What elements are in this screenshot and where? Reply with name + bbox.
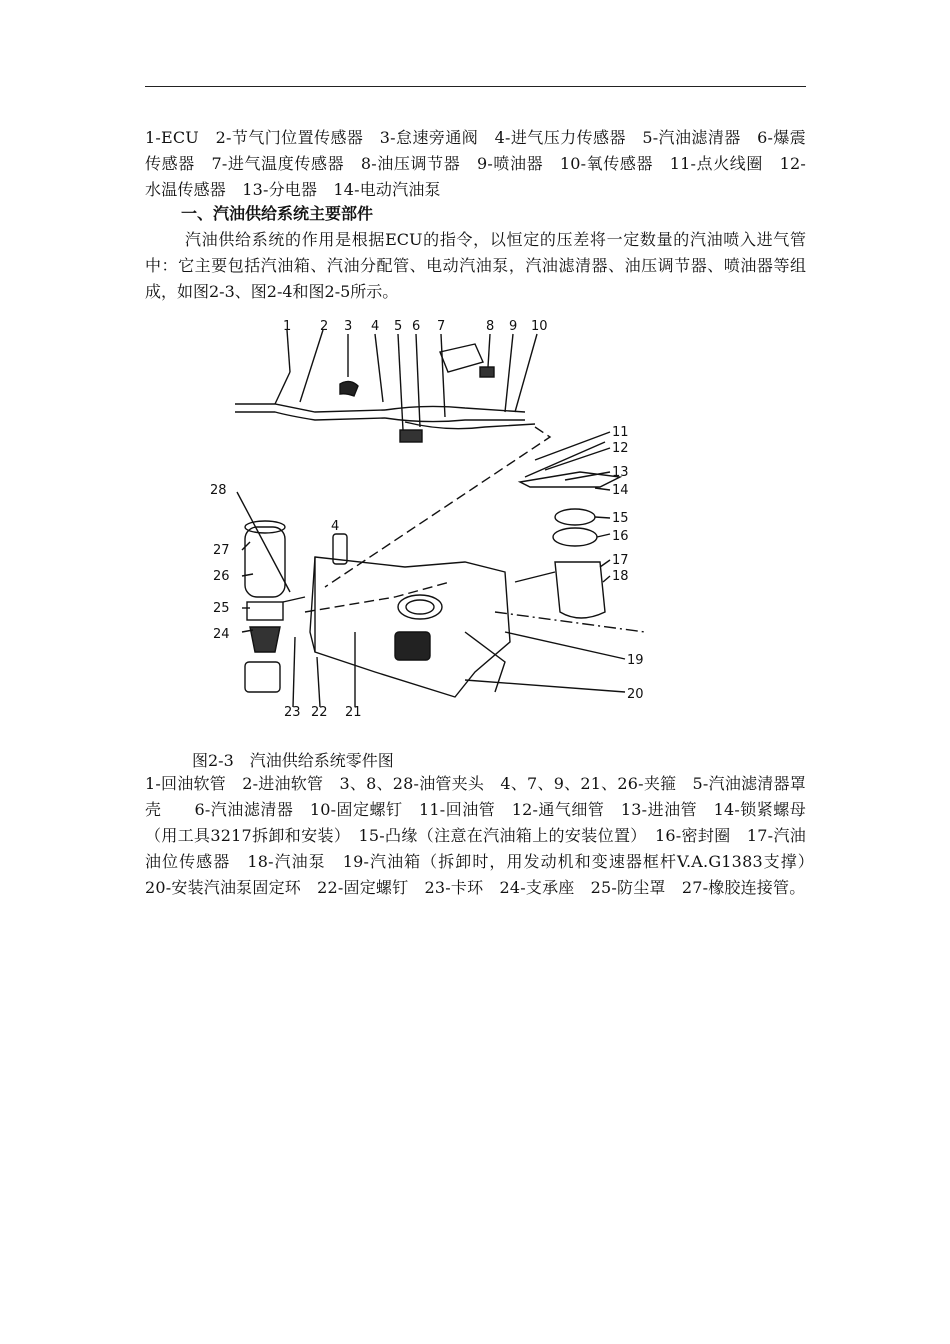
svg-text:5: 5	[394, 319, 403, 334]
svg-text:1: 1	[283, 319, 292, 334]
svg-text:21: 21	[345, 705, 362, 720]
svg-text:19: 19	[627, 653, 644, 668]
svg-text:25: 25	[213, 601, 230, 616]
svg-text:8: 8	[486, 319, 495, 334]
svg-text:4: 4	[331, 519, 340, 534]
svg-text:26: 26	[213, 569, 230, 584]
svg-text:23: 23	[284, 705, 301, 720]
svg-text:13: 13	[612, 465, 629, 480]
svg-text:7: 7	[437, 319, 446, 334]
section-heading: 一、汽油供给系统主要部件	[181, 204, 374, 223]
svg-text:20: 20	[627, 687, 644, 702]
svg-text:11: 11	[612, 425, 629, 440]
svg-text:14: 14	[612, 483, 629, 498]
svg-text:17: 17	[612, 553, 629, 568]
svg-text:27: 27	[213, 543, 230, 558]
svg-text:4: 4	[371, 319, 380, 334]
svg-text:18: 18	[612, 569, 629, 584]
legend-bottom: 1-回油软管 2-进油软管 3、8、28-油管夹头 4、7、9、21、26-夹箍 5-汽油滤清器罩壳 6-汽油滤清器 10-固定螺钉 11-回油管 12-通气细管 13-进油管 14-锁紧螺母（用工具3217拆卸和安装） 15-凸缘（注意在汽油箱上的安装位置） 16-密封圈 17-汽油油位传感器 18-汽油泵 19-汽油箱（拆卸时，用发动机和变速器框杆V.A.G1383支撑） 20-安装汽油泵固定环 22-固定螺钉 23-卡环 24-支承座 25-防尘罩 27-橡胶连接管。	[145, 774, 823, 897]
header-rule	[145, 86, 806, 87]
figure-caption: 图2-3 汽油供给系统零件图	[192, 751, 394, 770]
fuel-system-diagram	[205, 312, 655, 722]
svg-text:24: 24	[213, 627, 230, 642]
legend-top: 1-ECU 2-节气门位置传感器 3-怠速旁通阀 4-进气压力传感器 5-汽油滤清器 6-爆震传感器 7-进气温度传感器 8-油压调节器 9-喷油器 10-氧传感器 11-点火线圈 12-水温传感器 13-分电器 14-电动汽油泵	[145, 128, 806, 199]
svg-text:3: 3	[344, 319, 353, 334]
svg-text:10: 10	[531, 319, 548, 334]
svg-text:12: 12	[612, 441, 629, 456]
svg-text:16: 16	[612, 529, 629, 544]
svg-text:22: 22	[311, 705, 328, 720]
svg-text:15: 15	[612, 511, 629, 526]
svg-text:9: 9	[509, 319, 518, 334]
svg-text:2: 2	[320, 319, 329, 334]
svg-text:6: 6	[412, 319, 421, 334]
body-paragraph: 汽油供给系统的作用是根据ECU的指令，以恒定的压差将一定数量的汽油喷入进气管中：它主要包括汽油箱、汽油分配管、电动汽油泵，汽油滤清器、油压调节器、喷油器等组成，如图2-3、图2-4和图2-5所示。	[145, 230, 806, 301]
svg-text:28: 28	[210, 483, 227, 498]
